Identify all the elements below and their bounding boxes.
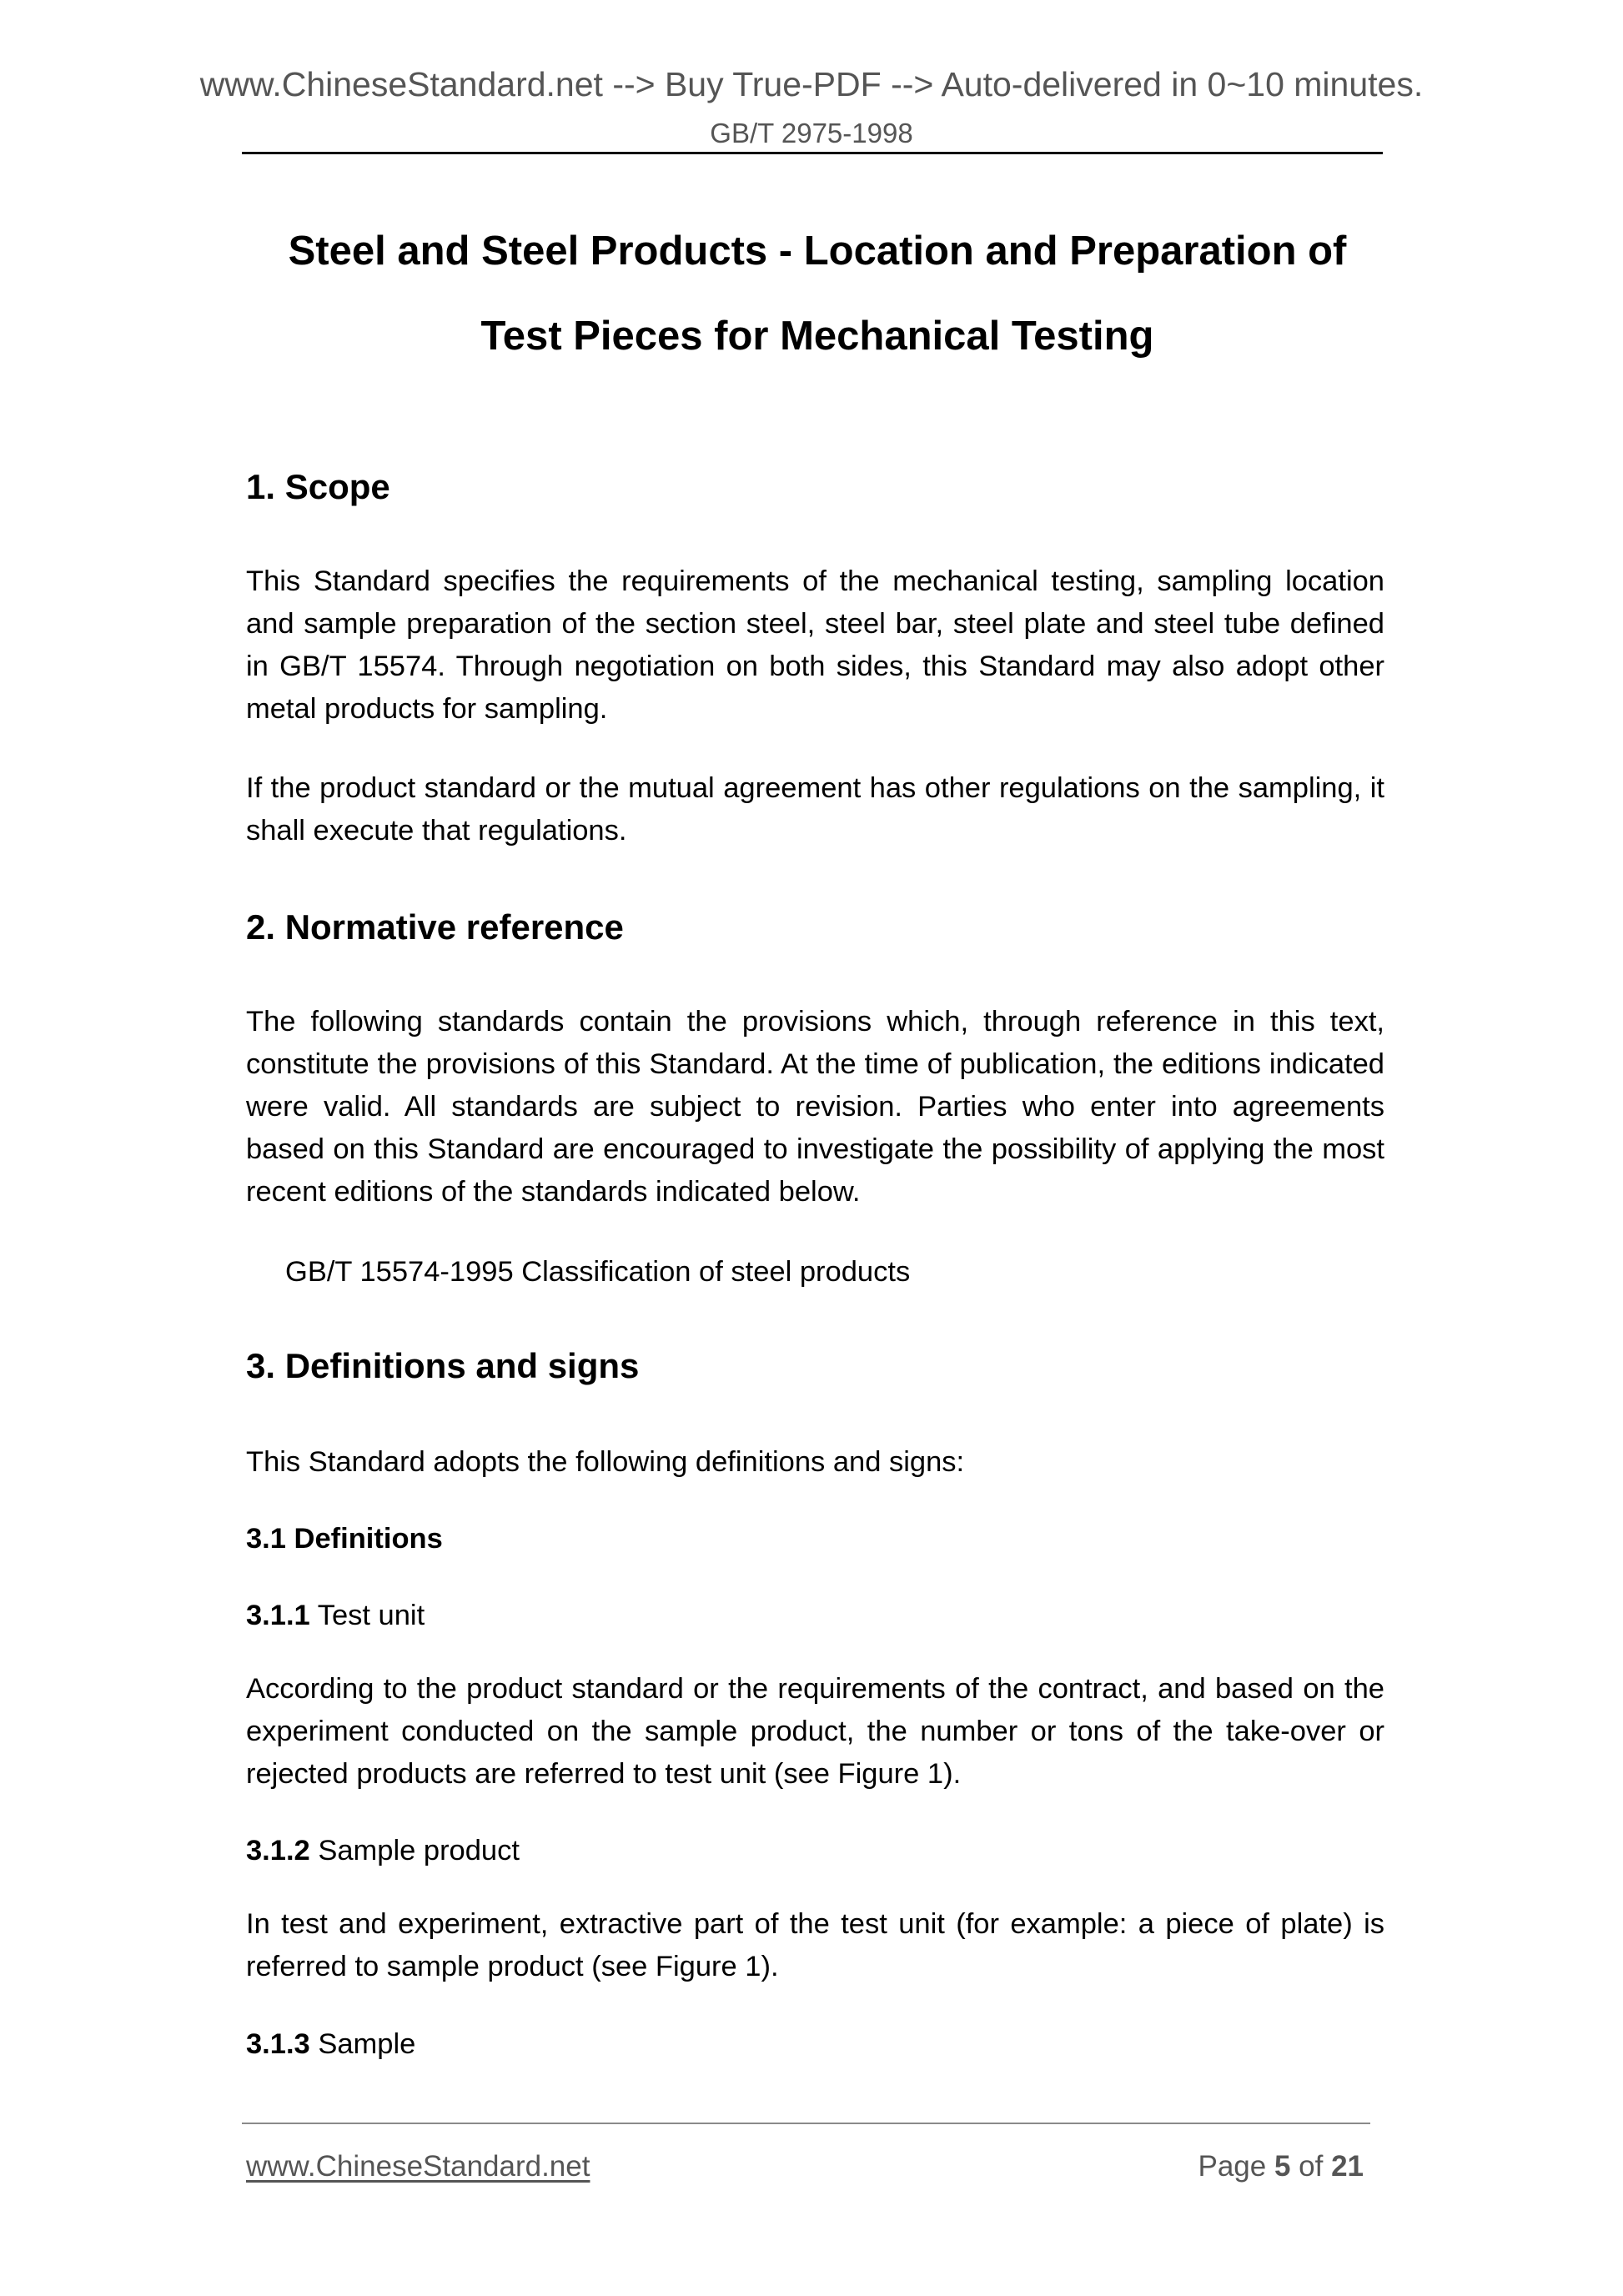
section-heading-definitions: 3. Definitions and signs [246,1346,640,1385]
definition-text-3-1-1: According to the product standard or the requirements of the contract, and based on the experiment conducted on the sample product, the number or tons of the take-over or rejected products are referred to test unit (see Figure 1). [246,1673,1384,1790]
reference-item: GB/T 15574-1995 Classification of steel products [285,1256,911,1288]
definition-number: 3.1.1 [246,1600,310,1631]
definition-number: 3.1.3 [246,2028,310,2060]
definition-text-3-1-2: In test and experiment, extractive part of the test unit (for example: a piece of plate) is referred to sample product (see Figure 1). [246,1908,1384,1982]
title-line-1: Steel and Steel Products - Location and Preparation of [288,229,1347,274]
page-total: 21 [1331,2150,1364,2183]
section-heading-scope: 1. Scope [246,467,390,506]
definition-number: 3.1.2 [246,1835,310,1866]
page-of: of [1290,2150,1332,2183]
definition-heading-3-1-1 [246,1595,425,1637]
subsection-heading-3-1 [246,1518,443,1560]
definition-heading-3-1-2 [246,1830,520,1872]
header-divider [242,152,1383,154]
page-number [1198,2148,1364,2185]
definition-term: Test unit [309,1600,425,1631]
scope-paragraph-1: This Standard specifies the requirements of the mechanical testing, sampling location and sample preparation of the section steel, steel bar, steel plate and steel tube defined in GB/T 15574. Through negotiation on both sides, this Standard may also adopt other metal products for sampling. [246,565,1384,725]
normative-paragraph: The following standards contain the provisions which, through reference in this text, constitute the provisions of this Standard. At the time of publication, the editions indicated were valid. All standards are subject to revision. Parties who enter into agreements based on this Standard are encouraged to investigate the possibility of applying the most recent editions of the standards indicated below. [246,1006,1384,1208]
document-title [209,208,1426,379]
subsection-title: 3.1 Definitions [246,1523,443,1555]
header-doc-code: GB/T 2975-1998 [710,118,913,148]
header-banner: www.ChineseStandard.net --> Buy True-PDF --> Auto-delivered in 0~10 minutes. [199,65,1424,103]
section-heading-normative-reference: 2. Normative reference [246,907,624,947]
page-current: 5 [1274,2150,1291,2183]
page-prefix: Page [1198,2150,1274,2183]
definition-heading-3-1-3 [246,2023,415,2066]
footer-site-link[interactable]: www.ChineseStandard.net [246,2150,590,2183]
definition-term: Sample [309,2028,416,2060]
definitions-intro: This Standard adopts the following definitions and signs: [246,1446,965,1478]
footer-divider [242,2123,1370,2124]
title-line-2: Test Pieces for Mechanical Testing [480,314,1154,359]
scope-paragraph-2: If the product standard or the mutual agreement has other regulations on the sampling, it shall execute that regulations. [246,772,1384,847]
definition-term: Sample product [309,1835,520,1866]
